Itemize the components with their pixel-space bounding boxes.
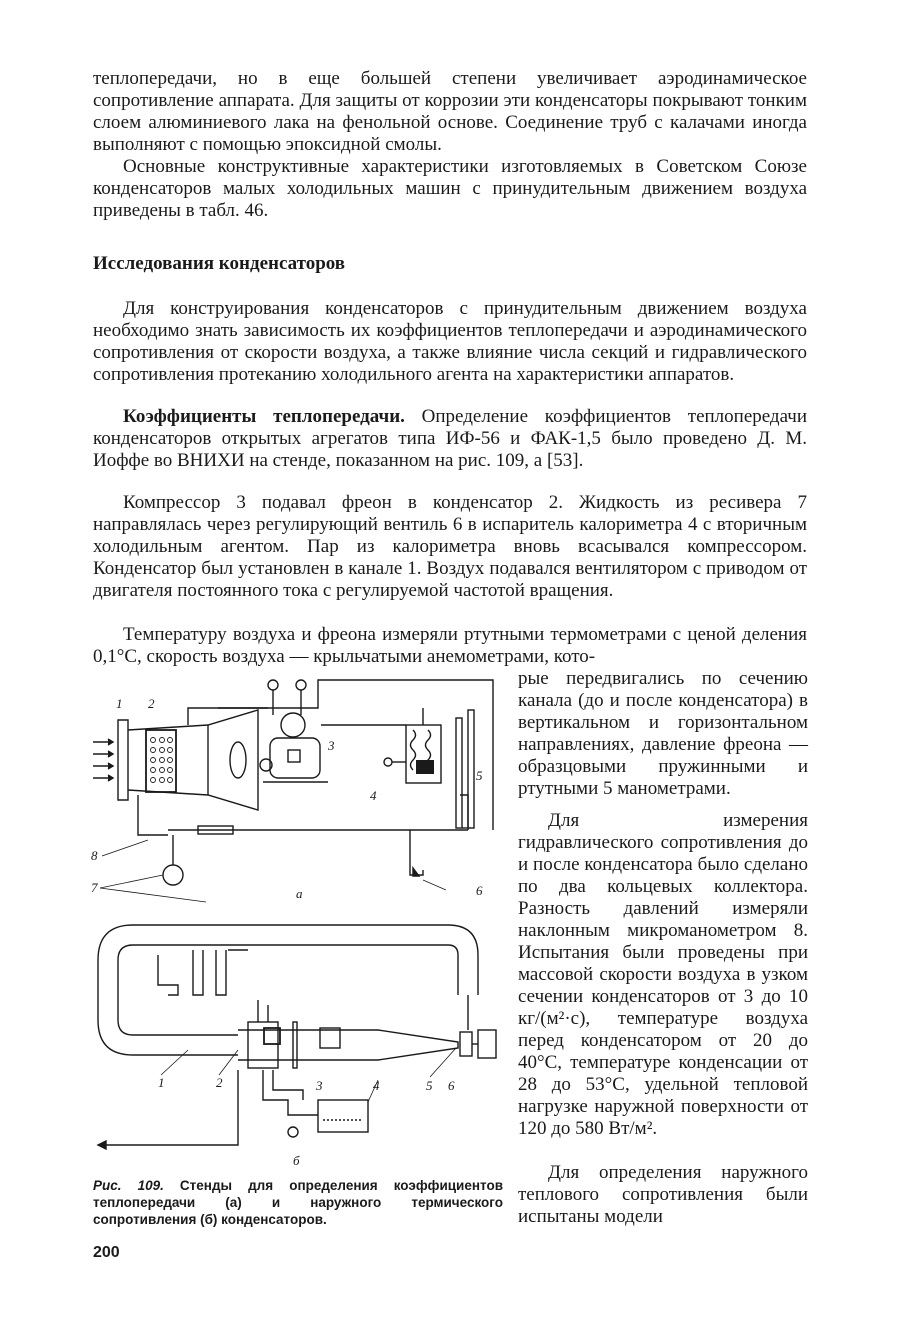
label-a-sub: а xyxy=(296,886,303,901)
label-a-2: 2 xyxy=(148,696,155,711)
diagram-a xyxy=(91,680,493,902)
receiver xyxy=(163,865,183,885)
label-a-4: 4 xyxy=(370,788,377,803)
regulating-valve xyxy=(410,830,423,875)
label-b-5: 5 xyxy=(426,1078,433,1093)
label-b-1: 1 xyxy=(158,1075,165,1090)
paragraph-hydraulic: Для измерения гидравлического сопротивления до и после конденсатора было сделано по два кольцевых коллектора. Разность давлений измеряли наклонным микроманометром 8. Испытания были проведены при массовой скорости воздуха в узком сечении конденсаторов от 3 до 10 кг/(м²·с), температуре воздуха перед конденсатором от 20 до 40°С, температуре конденсации от 28 до 53°С, удельной тепловой нагрузке наружной поверхности от 120 до 580 Вт/м². xyxy=(518,810,808,1139)
figure-109 xyxy=(88,670,508,1170)
figure-109-diagram xyxy=(88,670,508,1170)
label-a-1: 1 xyxy=(116,696,123,711)
manometer xyxy=(456,710,474,828)
label-a-6: 6 xyxy=(476,883,483,898)
airflow-arrows xyxy=(93,739,113,781)
label-a-7: 7 xyxy=(91,880,98,895)
paragraph-anemometers-cont: рые передвигались по сечению канала (до и после конденсатора) в вертикальном и горизонтальном направлениях, давление фреона — образцовыми пружинными и ртутными 5 манометрами. xyxy=(518,668,808,799)
label-b-sub: б xyxy=(293,1153,300,1168)
wind-tunnel-loop xyxy=(133,925,478,995)
page-number: 200 xyxy=(93,1244,120,1261)
caption-text: Стенды для определения коэффициентов теплопередачи (а) и наружного термического сопротивления (б) конденсаторов. xyxy=(93,1178,503,1227)
section-heading: Исследования конденсаторов xyxy=(93,253,346,274)
label-b-4: 4 xyxy=(373,1078,380,1093)
figure-caption xyxy=(93,1177,503,1228)
paragraph-compressor: Компрессор 3 подавал фреон в конденсатор 2. Жидкость из ресивера 7 направлялась через регулирующий вентиль 6 в испаритель калориметра 4 с вторичным холодильным агентом. Пар из калориметра вновь всасывался компрессором. Конденсатор был установлен в канале 1. Воздух подавался вентилятором с приводом от двигателя постоянного тока с регулируемой частотой вращения. xyxy=(93,492,807,601)
compressor xyxy=(260,713,328,782)
calorimeter xyxy=(321,708,441,783)
paragraph-intro: Для конструирования конденсаторов с принудительным движением воздуха необходимо знать зависимость их коэффициентов теплопередачи и аэродинамического сопротивления от скорости воздуха, а также влияние числа секций и гидравлического сопротивления протеканию холодильного агента на характеристики аппаратов. xyxy=(93,298,807,385)
label-b-2: 2 xyxy=(216,1075,223,1090)
paragraph-coefficients-text: Определение коэффициентов теплопередачи конденсаторов открытых агрегатов типа ИФ-56 и ФАК-1,5 было проведено Д. М. Иоффе во ВНИХИ на стенде, показанном на рис. 109, а [53]. xyxy=(93,406,807,471)
label-b-6: 6 xyxy=(448,1078,455,1093)
runin-heading: Коэффициенты теплопередачи. xyxy=(123,406,405,427)
diagram-b xyxy=(98,925,496,1168)
paragraph-models: Для определения наружного теплового сопротивления были испытаны модели xyxy=(518,1162,808,1227)
label-a-3: 3 xyxy=(328,738,335,753)
paragraph-coefficients xyxy=(93,406,807,472)
air-channel xyxy=(118,720,128,800)
caption-label: Рис. 109. xyxy=(93,1178,164,1193)
paragraph-table-ref: Основные конструктивные характеристики изготовляемых в Советском Союзе конденсаторов малых холодильных машин с принудительным движением воздуха приведены в табл. 46. xyxy=(93,156,807,221)
paragraph-temperature: Температуру воздуха и фреона измеряли ртутными термометрами с ценой деления 0,1°С, скорость воздуха — крыльчатыми анемометрами, кото- xyxy=(93,624,807,667)
label-a-5: 5 xyxy=(476,768,483,783)
label-a-8: 8 xyxy=(91,848,98,863)
label-b-3: 3 xyxy=(316,1078,323,1093)
fan xyxy=(230,742,246,778)
paragraph-top: теплопередачи, но в еще большей степени увеличивает аэродинамическое сопротивление аппарата. Для защиты от коррозии эти конденсаторы покрывают тонким слоем алюминиевого лака на фенольной основе. Соединение труб с калачами иногда выполняют с помощью эпоксидной смолы. xyxy=(93,68,807,155)
